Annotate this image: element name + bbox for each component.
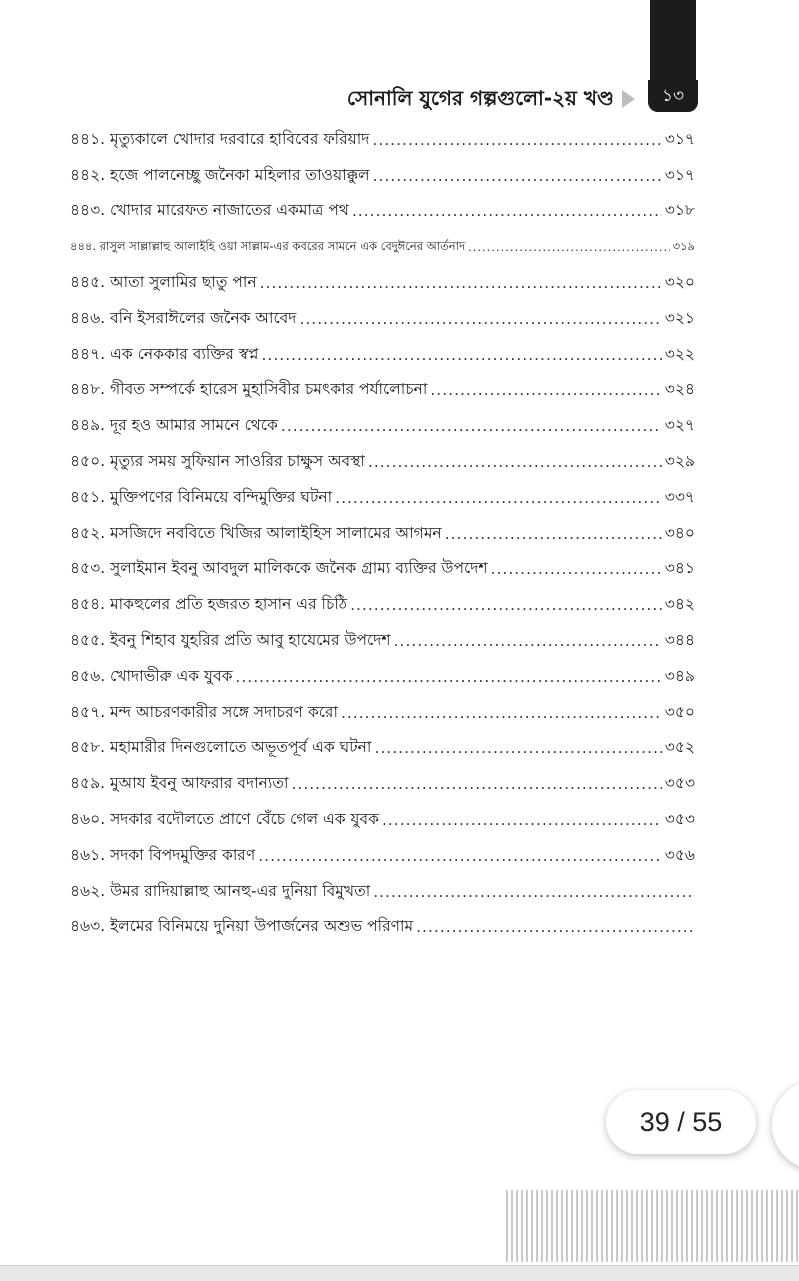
toc-entry-title: ৪৬০. সদকার বদৌলতে প্রাণে বেঁচে গেল এক যুবক — [70, 810, 379, 829]
toc-leader-dots — [468, 240, 670, 254]
toc-entry — [70, 373, 695, 409]
toc-entry-page: ৩১৭ — [664, 165, 695, 184]
toc-entry-title: ৪৫০. মৃত্যুর সময় সুফিয়ান সাওরির চাক্ষুস অবস্থা — [70, 452, 365, 471]
toc-leader-dots — [374, 739, 661, 757]
toc-entry-title: ৪৫৪. মাকহুলের প্রতি হজরত হাসান এর চিঠি — [70, 595, 348, 614]
toc-entry-title: ৪৪৫. আতা সুলামির ছাতু পান — [70, 273, 257, 292]
toc-entry — [70, 301, 695, 337]
book-title: সোনালি যুগের গল্পগুলো-২য় খণ্ড — [346, 86, 614, 110]
viewer-bottom-bar — [0, 1265, 799, 1281]
toc-leader-dots — [368, 453, 662, 471]
toc-entry-title: ৪৬৩. ইলমের বিনিময়ে দুনিয়া উপার্জনের অশুভ পরিণাম — [70, 917, 414, 936]
toc-entry-title: ৪৪১. মৃত্যুকালে খোদার দরবারে হাবিবের ফরিয়াদ — [70, 129, 370, 148]
toc-entry — [70, 659, 695, 695]
toc-leader-dots — [281, 417, 662, 435]
page-counter[interactable]: 39 / 55 — [606, 1090, 756, 1154]
toc-entry — [70, 874, 695, 910]
toc-entry-page: ৩৩৭ — [664, 487, 695, 506]
toc-entry-title: ৪৪৯. দূর হও আমার সামনে থেকে — [70, 416, 278, 435]
page-number-badge: ১৩ — [648, 80, 698, 112]
toc-entry-page: ৩১৯ — [672, 238, 695, 253]
toc-leader-dots — [394, 632, 662, 650]
toc-leader-dots — [372, 131, 661, 149]
toc-entry-title: ৪৫৯. মুআয ইবনু আফরার বদান্যতা — [70, 774, 289, 793]
toc-entry-page: ৩৫২ — [664, 738, 695, 757]
toc-entry — [70, 910, 695, 946]
toc-entry-title: ৪৬২. উমর রাদিয়াল্লাহু আনহু-এর দুনিয়া বিমুখতা — [70, 881, 371, 900]
triangle-arrow-icon — [622, 90, 635, 108]
toc-entry-title: ৪৫৮. মহামারীর দিনগুলোতে অভূতপূর্ব এক ঘটনা — [70, 738, 372, 757]
toc-leader-dots — [430, 381, 661, 399]
toc-entry — [70, 552, 695, 588]
toc-entry-title: ৪৫২. মসজিদে নববিতে খিজির আলাইহিস সালামের আগমন — [70, 523, 442, 542]
toc-leader-dots — [258, 847, 662, 865]
toc-entry-page: ৩৫৩ — [664, 774, 695, 793]
toc-entry — [70, 480, 695, 516]
toc-entry-page: ৩২৯ — [664, 452, 695, 471]
toc-leader-dots — [350, 596, 662, 614]
toc-entry-page: ৩৪১ — [664, 559, 695, 578]
toc-entry-title: ৪৪৬. বনি ইসরাঈলের জনৈক আবেদ — [70, 308, 297, 327]
table-of-contents — [70, 122, 695, 945]
toc-entry-title: ৪৪৭. এক নেককার ব্যক্তির স্বপ্ন — [70, 344, 259, 363]
toc-entry-page: ৩২৪ — [664, 380, 695, 399]
toc-leader-dots — [335, 489, 662, 507]
toc-entry-page: ৩১৭ — [664, 129, 695, 148]
toc-leader-dots — [373, 167, 662, 185]
toc-leader-dots — [261, 346, 661, 364]
toc-entry — [70, 408, 695, 444]
toc-entry-title: ৪৫৫. ইবনু শিহাব যুহরির প্রতি আবু হাযেমের উপদেশ — [70, 631, 391, 650]
toc-entry — [70, 122, 695, 158]
toc-entry — [70, 802, 695, 838]
toc-leader-dots — [352, 202, 662, 220]
toc-entry — [70, 265, 695, 301]
toc-entry-title: ৪৪৪. রাসুল সাল্লাল্লাহু আলাইহি ওয়া সাল্লাম-এর কবরের সামনে এক বেদুঈনের আর্তনাদ — [70, 238, 466, 253]
toc-entry-page: ৩২২ — [664, 344, 695, 363]
toc-entry-page: ৩৫৬ — [664, 845, 695, 864]
toc-leader-dots — [235, 668, 661, 686]
decorative-stripes — [506, 1190, 799, 1262]
toc-entry-page: ৩৪৪ — [664, 631, 695, 650]
toc-entry-page: ৩২১ — [664, 308, 695, 327]
toc-entry — [70, 623, 695, 659]
toc-entry — [70, 766, 695, 802]
toc-leader-dots — [373, 883, 692, 901]
toc-entry — [70, 838, 695, 874]
toc-entry-title: ৪৫৬. খোদাভীরু এক যুবক — [70, 666, 233, 685]
toc-entry — [70, 444, 695, 480]
toc-entry — [70, 337, 695, 373]
toc-leader-dots — [445, 525, 662, 543]
toc-entry-title: ৪৫৩. সুলাইমান ইবনু আবদুল মালিককে জনৈক গ্রাম্য ব্যক্তির উপদেশ — [70, 559, 488, 578]
toc-entry-page: ৩২৭ — [664, 416, 695, 435]
toc-entry — [70, 516, 695, 552]
toc-entry-title: ৪৫৭. মন্দ আচরণকারীর সঙ্গে সদাচরণ করো — [70, 702, 338, 721]
toc-entry-page: ৩৫০ — [664, 702, 695, 721]
toc-entry — [70, 695, 695, 731]
toc-entry-title: ৪৪২. হজে পালনেচ্ছু জনৈকা মহিলার তাওয়াক্কুল — [70, 165, 370, 184]
toc-leader-dots — [416, 918, 692, 936]
toc-leader-dots — [291, 775, 661, 793]
toc-leader-dots — [299, 310, 661, 328]
toc-entry — [70, 229, 695, 265]
toc-leader-dots — [382, 811, 662, 829]
toc-entry — [70, 158, 695, 194]
toc-entry-page: ৩৫৩ — [664, 810, 695, 829]
toc-leader-dots — [260, 274, 662, 292]
toc-entry-title: ৪৬১. সদকা বিপদমুক্তির কারণ — [70, 845, 256, 864]
toc-entry-page: ৩২০ — [664, 273, 695, 292]
toc-leader-dots — [341, 704, 662, 722]
toc-entry-page: ৩৪৯ — [664, 666, 695, 685]
toc-entry-title: ৪৫১. মুক্তিপণের বিনিময়ে বন্দিমুক্তির ঘটনা — [70, 487, 333, 506]
running-header — [0, 80, 799, 116]
toc-entry — [70, 587, 695, 623]
toc-entry-title: ৪৪৮. গীবত সম্পর্কে হারেস মুহাসিবীর চমৎকার পর্যালোচনা — [70, 380, 428, 399]
toc-entry-page: ৩৪০ — [664, 523, 695, 542]
toc-entry — [70, 194, 695, 230]
spine-tab — [650, 0, 696, 88]
toc-entry-title: ৪৪৩. খোদার মারেফত নাজাতের একমাত্র পথ — [70, 201, 349, 220]
toc-entry-page: ৩৪২ — [664, 595, 695, 614]
toc-leader-dots — [491, 560, 662, 578]
toc-entry — [70, 731, 695, 767]
toc-entry-page: ৩১৮ — [664, 201, 695, 220]
